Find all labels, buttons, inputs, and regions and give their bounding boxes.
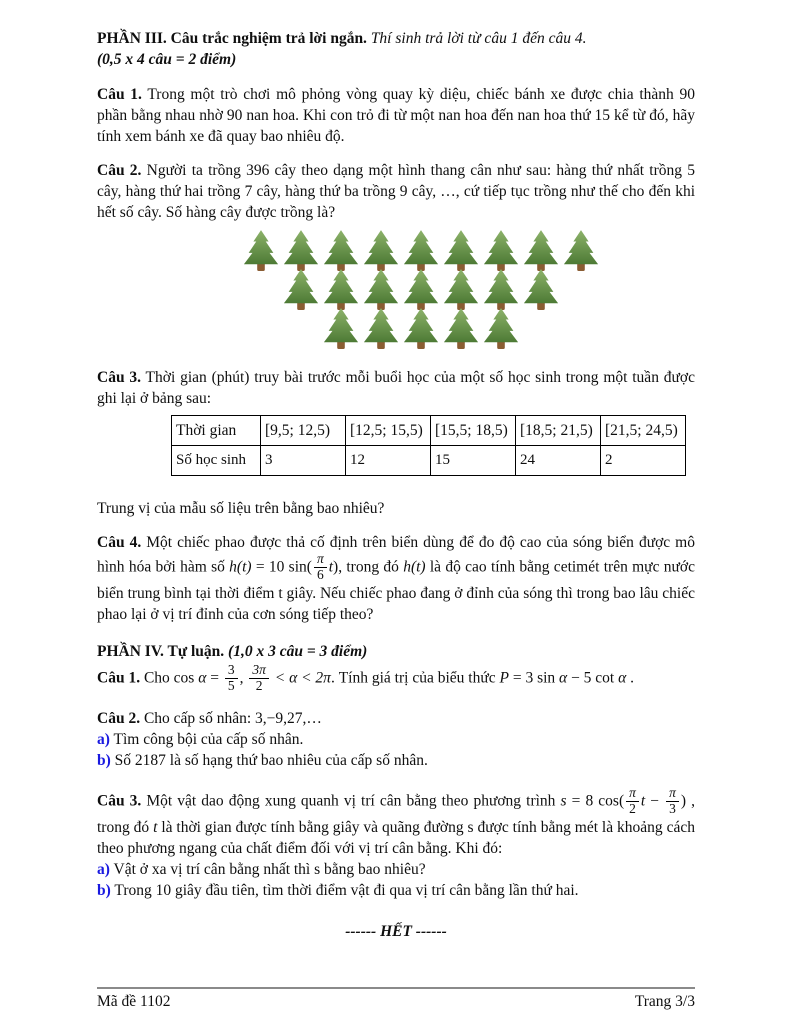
part4-title: PHẦN IV. Tự luận. [97,643,229,661]
p4q3-close: ) [680,792,687,810]
part3-points: (0,5 x 4 câu = 2 điểm) [97,51,237,68]
part3-q1 [97,84,695,147]
part3-q2 [97,160,695,223]
part4-heading [97,641,695,662]
part3-q4 [97,532,695,625]
p4q1-P: P [499,669,509,687]
part3-subtitle: Thí sinh trả lời từ câu 1 đến câu 4. [366,30,587,47]
pine-tree-icon [482,268,520,312]
p4q1-ineq: < α < 2π [270,669,331,687]
tree-row [147,229,695,273]
page-number: Trang 3/3 [634,993,695,1010]
p4q3-item-b [97,880,695,901]
p4q1-dot: . [626,669,635,687]
pine-tree-icon [442,268,480,312]
pine-tree-icon [282,229,320,273]
table-row-time [172,416,686,446]
pine-tree-icon [522,229,560,273]
p4q1-eq: = [206,669,223,687]
q1-label: Câu 1. [97,86,142,103]
p4q1-a1: α [559,669,568,687]
table-cell: [9,5; 12,5) [261,416,346,446]
q1-text: Trong một trò chơi mô phỏng vòng quay kỳ diệu, chiếc bánh xe được chia thành 90 phần bằng nhau nhờ 90 nan hoa. Khi con trỏ đi từ một nan hoa đến nan hoa thứ 15 kể từ đó, hãy tính xem bánh xe đã quay bao nhiêu độ. [97,86,695,145]
pine-tree-icon [322,307,360,351]
table-cell: 3 [261,446,346,476]
tree-row [147,307,695,351]
pine-tree-icon [402,307,440,351]
item-b-text: Số 2187 là số hạng thứ bao nhiêu của cấp số nhân. [110,752,428,770]
pine-tree-icon [242,229,280,273]
pine-tree-icon [362,307,400,351]
p4q3-text2: là thời gian được tính bằng giây và quãng đường s được tính bằng mét là khoảng cách theo phương ngang của chất điểm đối với vị trí cân bằng. Khi đó: [97,819,695,858]
table-cell: 15 [431,446,516,476]
q4-formula-t: t [328,558,334,576]
p4q3-t: t [640,792,646,810]
pine-tree-icon [562,229,600,273]
p4q1-comma: , [239,669,248,687]
page-footer [97,987,695,1012]
part4-q3 [97,787,695,901]
part3-title: PHẦN III. Câu trắc nghiệm trả lời ngắn. [97,30,367,47]
table-cell: 12 [346,446,431,476]
q3-text: Thời gian (phút) truy bài trước mỗi buổi học của một số học sinh trong một tuần được ghi lại ở bảng sau: [97,369,695,407]
q3-question: Trung vị của mẫu số liệu trên bằng bao nhiêu? [97,500,385,517]
p4q1-e2: = 3 sin [508,669,560,687]
table-cell: Số học sinh [172,446,261,476]
p4q1-e4: − 5 cot [567,669,619,687]
table-row-students [172,446,686,476]
item-b-text: Trong 10 giây đầu tiên, tìm thời điểm vật đi qua vị trí cân bằng lần thứ hai. [110,882,579,900]
pine-tree-icon [482,229,520,273]
p4q2-item-b [97,750,695,771]
q4-text2: , trong đó [338,558,404,576]
q3-label: Câu 3. [97,369,142,386]
table-cell: 2 [601,446,686,476]
pine-tree-icon [482,307,520,351]
exam-code: Mã đề 1102 [97,993,171,1010]
tree-figure [147,229,695,351]
p4q3-minus: − [645,792,665,810]
item-b-label: b) [97,752,111,770]
p4q3-label: Câu 3. [97,792,142,810]
pine-tree-icon [322,229,360,273]
q4-formula-h: h(t) [229,558,252,576]
p4q1-cho: Cho [140,669,174,687]
p4q3-eq: = 8 cos( [566,792,625,810]
table-cell: [18,5; 21,5) [516,416,601,446]
q4-ht: h(t) [403,558,426,576]
q4-text3: là độ cao tính bằng cetimét trên mực nước biển trung bình tại thời điểm t giây. Nếu chiếc phao đang ở đỉnh của sóng thì trong bao lâu chiếc phao lại ở vị trí đỉnh của cơn sóng tiếp theo? [97,558,695,624]
p4q3-t2: t [153,819,158,837]
fraction: $\frac{\pi}{6}$ [314,552,327,582]
p4q3-s: s [560,792,567,810]
p4q3-text1: Một vật dao động xung quanh vị trí cân bằng theo phương trình [141,792,561,810]
part3-heading [97,28,695,49]
part3-q3 [97,367,695,409]
item-a-label: a) [97,731,110,749]
fraction: $\frac{3\pi}{2}$ [249,663,269,693]
pine-tree-icon [402,268,440,312]
fraction: $\frac{3}{5}$ [225,663,238,693]
table-cell: [15,5; 18,5) [431,416,516,446]
q2-text: Người ta trồng 396 cây theo dạng một hình thang cân như sau: hàng thứ nhất trồng 5 cây, hàng thứ hai trồng 7 cây, hàng thứ ba trồng 9 cây, …, cứ tiếp tục trồng như thế cho đến khi hết số cây. Số hàng cây được trồng là? [97,162,695,221]
fraction: $\frac{\pi}{2}$ [626,786,639,816]
p4q2-text: Cho cấp số nhân: 3,−9,27,… [140,710,322,728]
table-cell: [21,5; 24,5) [601,416,686,446]
table-cell: Thời gian [172,416,261,446]
p4q1-mid: . Tính giá trị của biểu thức [330,669,500,687]
p4q1-label: Câu 1. [97,669,141,687]
item-a-text: Vật ở xa vị trí cân bằng nhất thì s bằng bao nhiêu? [109,861,426,879]
pine-tree-icon [442,229,480,273]
pine-tree-icon [402,229,440,273]
frequency-table [171,415,686,476]
table-cell: [12,5; 15,5) [346,416,431,446]
p4q1-a2: α [618,669,627,687]
item-b-label: b) [97,882,111,900]
pine-tree-icon [282,268,320,312]
fraction: $\frac{\pi}{3}$ [666,786,679,816]
tree-row [147,268,695,312]
p4q1-alpha: α [198,669,207,687]
part4-q1 [97,664,695,694]
pine-tree-icon [362,268,400,312]
p4q1-cos: cos [173,669,199,687]
part4-q2 [97,708,695,771]
pine-tree-icon [322,268,360,312]
end-marker: ------ HẾT ------ [345,923,447,941]
q4-formula-close: ) [333,558,339,576]
pine-tree-icon [442,307,480,351]
p4q2-label: Câu 2. [97,710,141,728]
table-cell: 24 [516,446,601,476]
pine-tree-icon [362,229,400,273]
p4q3-item-a [97,859,695,880]
q2-label: Câu 2. [97,162,142,179]
q4-formula-eq: = 10 sin( [251,558,312,576]
p4q2-item-a [97,729,695,750]
item-a-label: a) [97,861,110,879]
p4q3-s6: , trong đó [97,792,695,837]
item-a-text: Tìm công bội của cấp số nhân. [109,731,304,749]
q4-label: Câu 4. [97,534,142,551]
q4-text1: Một chiếc phao được thả cố định trên biển dùng để đo độ cao của sóng biển được mô hình hóa bởi hàm số [97,534,695,576]
part4-points: (1,0 x 3 câu = 3 điểm) [228,643,368,661]
pine-tree-icon [522,268,560,312]
